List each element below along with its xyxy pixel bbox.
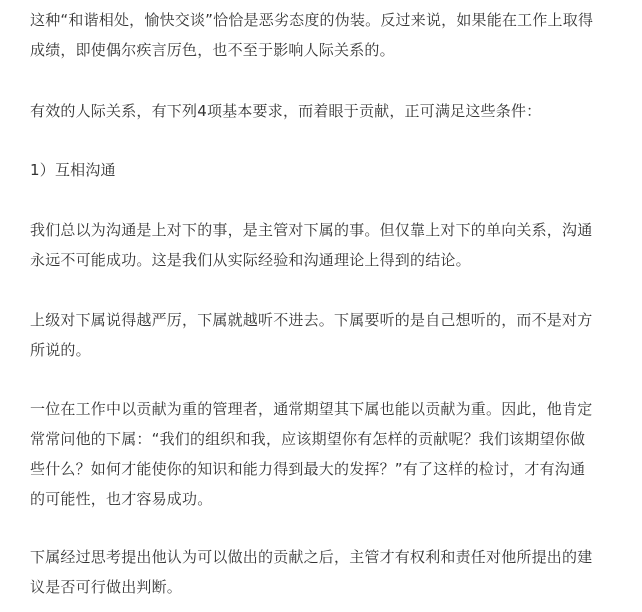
text-line: 些什么？如何才能使你的知识和能力得到最大的发挥？”有了这样的检讨，才有沟通 xyxy=(30,460,586,478)
paragraph xyxy=(30,305,592,365)
text-line: 1）互相沟通 xyxy=(30,161,116,179)
text-line: 成绩，即使偶尔疾言厉色，也不至于影响人际关系的。 xyxy=(30,41,395,59)
text-line: 这种“和谐相处，愉快交谈”恰恰是恶劣态度的伪装。反过来说，如果能在工作上取得 xyxy=(30,11,594,29)
text-line: 我们总以为沟通是上对下的事，是主管对下属的事。但仅靠上对下的单向关系，沟通 xyxy=(30,221,593,239)
paragraph xyxy=(30,542,592,602)
paragraph xyxy=(30,394,592,514)
paragraph xyxy=(30,96,541,126)
paragraph xyxy=(30,5,593,65)
text-line: 的可能性，也才容易成功。 xyxy=(30,490,213,508)
text-line: 上级对下属说得越严厉，下属就越听不进去。下属要听的是自己想听的，而不是对方 xyxy=(30,311,593,329)
text-line: 有效的人际关系，有下列4项基本要求，而着眼于贡献，正可满足这些条件： xyxy=(30,102,542,120)
text-line: 常常问他的下属：“我们的组织和我，应该期望你有怎样的贡献呢？我们该期望你做 xyxy=(30,430,586,448)
text-line: 所说的。 xyxy=(30,341,91,359)
text-line: 永远不可能成功。这是我们从实际经验和沟通理论上得到的结论。 xyxy=(30,251,471,269)
text-line: 下属经过思考提出他认为可以做出的贡献之后，主管才有权利和责任对他所提出的建 xyxy=(30,548,593,566)
paragraph xyxy=(30,215,592,275)
text-line: 议是否可行做出判断。 xyxy=(30,578,183,596)
text-line: 一位在工作中以贡献为重的管理者，通常期望其下属也能以贡献为重。因此，他肯定 xyxy=(30,400,593,418)
section-heading xyxy=(30,155,116,185)
